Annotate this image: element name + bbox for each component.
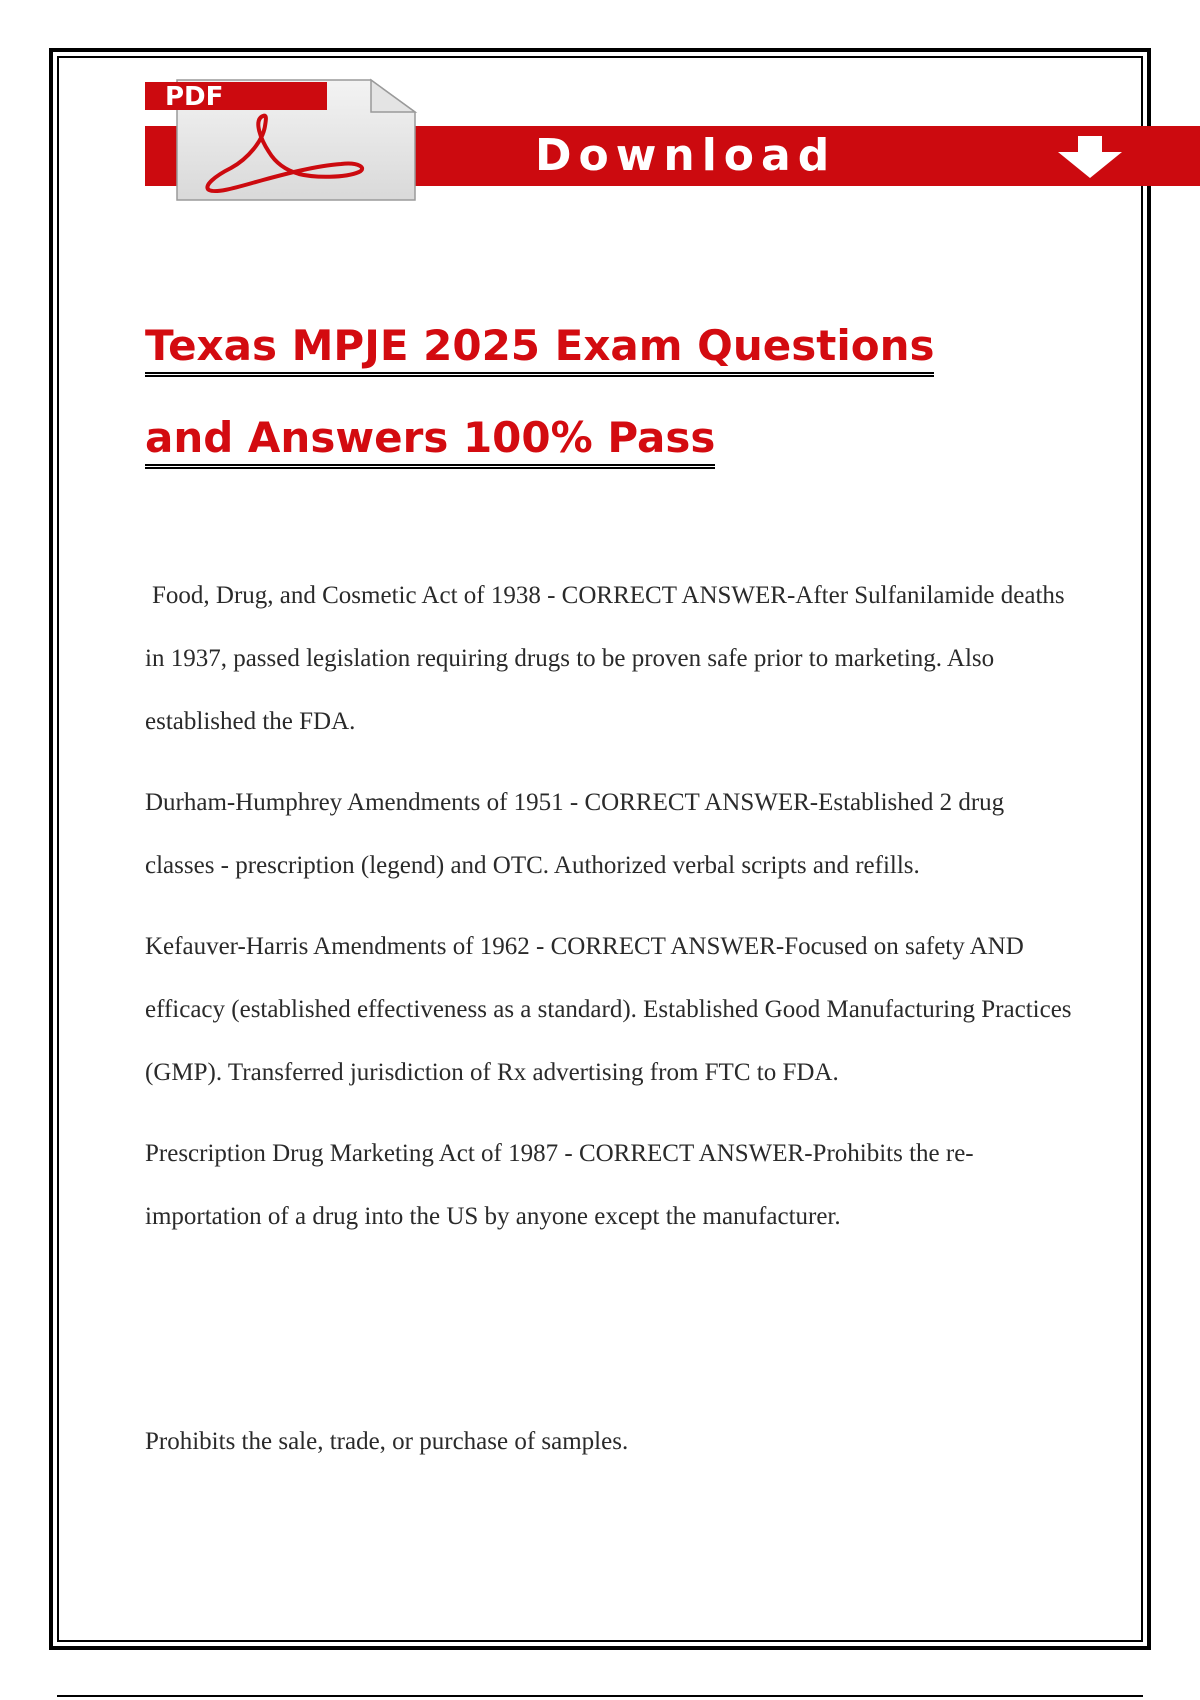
qa-entry-kefauver-harris-1962: Kefauver-Harris Amendments of 1962 - CORRECT ANSWER-Focused on safety AND efficacy (established effectiveness as a standard). Established Good Manufacturing Practices (GMP). Transferred jurisdiction of Rx advertising from FTC to FDA. xyxy=(145,933,1072,1086)
qa-entry-durham-humphrey-1951: Durham-Humphrey Amendments of 1951 - CORRECT ANSWER-Established 2 drug classes - prescription (legend) and OTC. Authorized verbal scripts and refills. xyxy=(145,789,1005,879)
qa-entry-continuation: Prohibits the sale, trade, or purchase of samples. xyxy=(145,1428,629,1455)
qa-list xyxy=(145,564,1075,1266)
qa-entry-fdca-1938: Food, Drug, and Cosmetic Act of 1938 - CORRECT ANSWER-After Sulfanilamide deaths in 1937, passed legislation requiring drugs to be proven safe prior to marketing. Also established the FDA. xyxy=(145,582,1065,735)
pdf-download-banner[interactable] xyxy=(145,78,1200,202)
down-arrow-icon xyxy=(1050,136,1130,180)
title-line-1: Texas MPJE 2025 Exam Questions xyxy=(145,322,934,377)
title-line-2: and Answers 100% Pass xyxy=(145,414,715,469)
qa-entry-pdma-1987: Prescription Drug Marketing Act of 1987 - CORRECT ANSWER-Prohibits the re-importation of a drug into the US by anyone except the manufacturer. xyxy=(145,1140,974,1230)
download-label: Download xyxy=(535,130,837,181)
document-title xyxy=(145,300,1045,484)
pdf-label: PDF xyxy=(165,82,224,112)
footer-rule xyxy=(57,1695,1143,1697)
pdf-file-icon xyxy=(145,78,420,202)
